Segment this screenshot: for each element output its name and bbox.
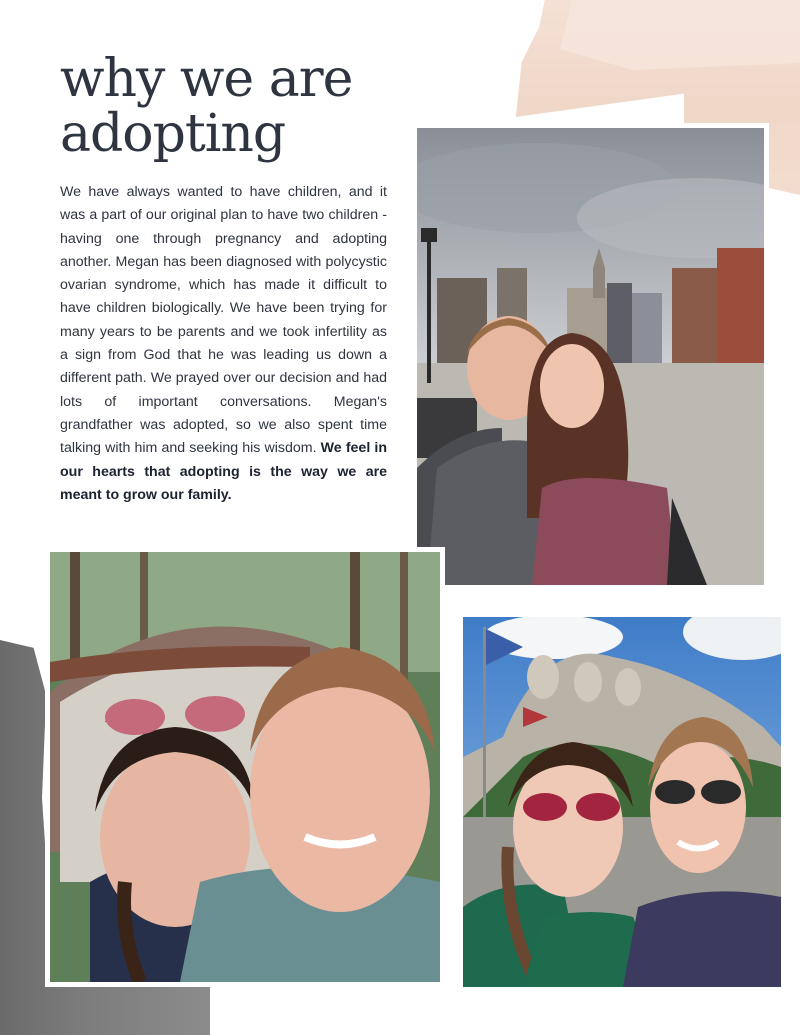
peach-paint-wash-light bbox=[560, 0, 800, 70]
city-selfie-photo bbox=[412, 123, 769, 590]
paragraph-text: We have always wanted to have children, and it was a part of our original plan to have two children - having one through pregnancy and adopting another. Megan has been diagnosed with polycystic ovarian syndrome, which has made it difficult to have children biologically. We have been trying for many years to be parents and we took infertility as a sign from God that he was leading us down a different path. We prayed over our decision and had lots of important conversations. Megan's grandfather was adopted, so we also spent time talking with him and seeking his wisdom. bbox=[60, 184, 387, 457]
title-line-1: why we are bbox=[60, 49, 353, 109]
page-title bbox=[60, 49, 400, 164]
body-paragraph bbox=[60, 181, 387, 507]
emphasis-text: We feel in our hearts that adopting is the way we are meant to grow our family. bbox=[60, 440, 387, 503]
monument-selfie-image bbox=[463, 617, 781, 987]
city-selfie-image bbox=[417, 128, 764, 585]
tent-selfie-photo bbox=[45, 547, 445, 987]
monument-selfie-photo bbox=[458, 612, 786, 992]
tent-selfie-image bbox=[50, 552, 440, 982]
title-line-2: adopting bbox=[60, 104, 286, 164]
